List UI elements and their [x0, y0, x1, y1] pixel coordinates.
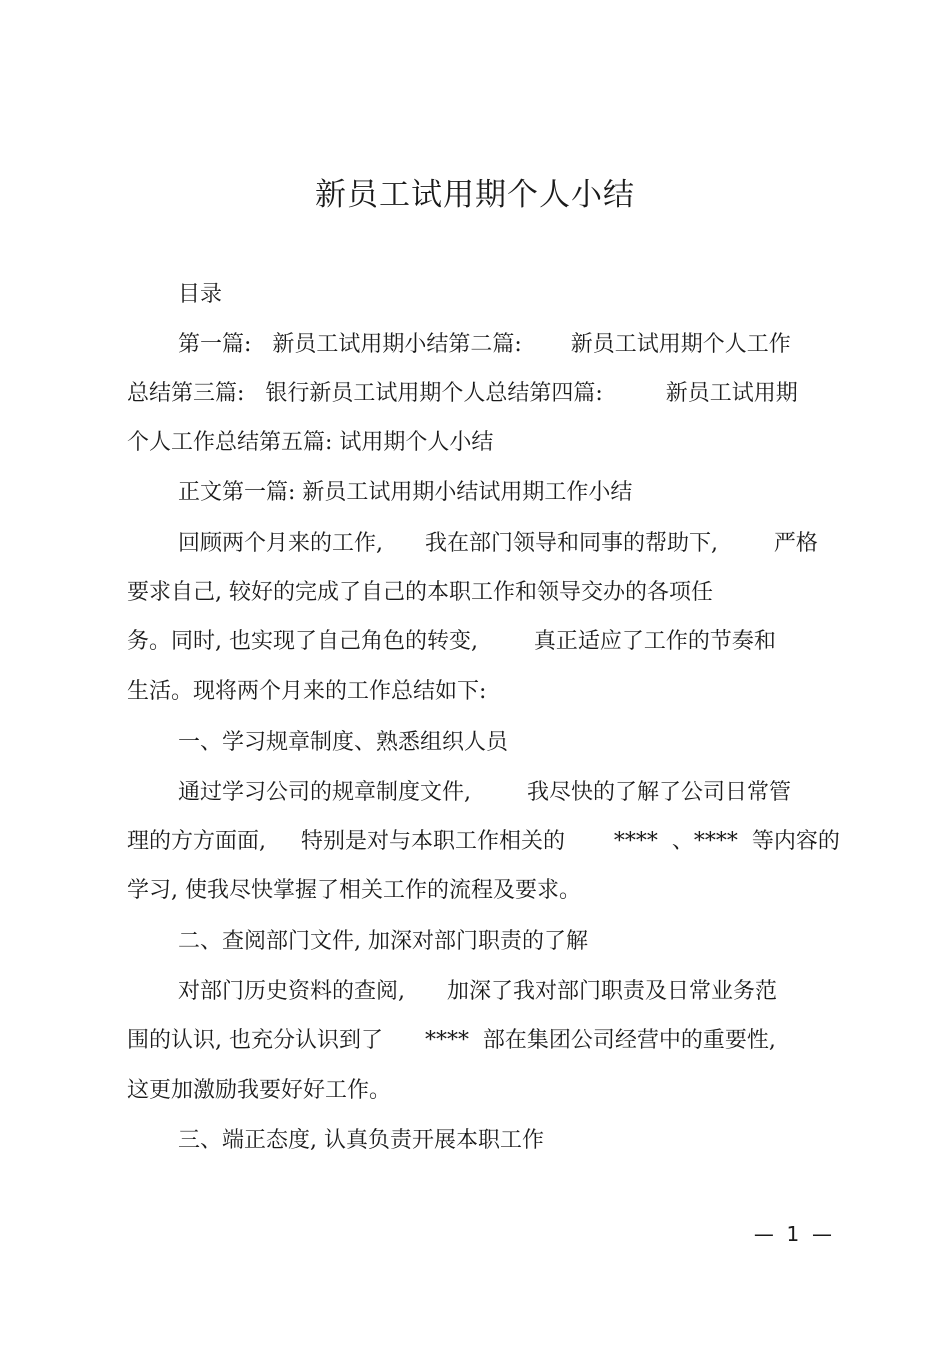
paragraph-line: 学习, 使我尽快掌握了相关工作的流程及要求。	[127, 878, 581, 903]
paragraph-line: 对部门历史资料的查阅, 加深了我对部门职责及日常业务范	[178, 979, 777, 1004]
body-heading: 正文第一篇: 新员工试用期小结试用期工作小结	[178, 480, 633, 505]
page-number: — 1 —	[753, 1222, 832, 1246]
section-heading: 三、端正态度, 认真负责开展本职工作	[178, 1128, 544, 1153]
paragraph-line: 回顾两个月来的工作, 我在部门领导和同事的帮助下, 严格	[178, 531, 818, 556]
paragraph-line: 务。同时, 也实现了自己角色的转变, 真正适应了工作的节奏和	[127, 629, 776, 654]
paragraph-line: 理的方方面面, 特别是对与本职工作相关的 **** 、**** 等内容的	[127, 829, 840, 854]
paragraph-line: 围的认识, 也充分认识到了 **** 部在集团公司经营中的重要性,	[127, 1028, 776, 1053]
toc-heading: 目录	[178, 282, 223, 307]
paragraph-line: 这更加激励我要好好工作。	[127, 1078, 392, 1103]
section-heading: 二、查阅部门文件, 加深对部门职责的了解	[178, 929, 588, 954]
toc-line: 总结第三篇: 银行新员工试用期个人总结第四篇: 新员工试用期	[127, 381, 798, 406]
paragraph-line: 通过学习公司的规章制度文件, 我尽快的了解了公司日常管	[178, 780, 791, 805]
paragraph-line: 要求自己, 较好的完成了自己的本职工作和领导交办的各项任	[127, 580, 713, 605]
document-title: 新员工试用期个人小结	[315, 177, 635, 213]
toc-line: 个人工作总结第五篇: 试用期个人小结	[127, 430, 494, 455]
toc-line: 第一篇: 新员工试用期小结第二篇: 新员工试用期个人工作	[178, 332, 791, 357]
section-heading: 一、学习规章制度、熟悉组织人员	[178, 730, 509, 755]
paragraph-line: 生活。现将两个月来的工作总结如下:	[127, 679, 487, 704]
